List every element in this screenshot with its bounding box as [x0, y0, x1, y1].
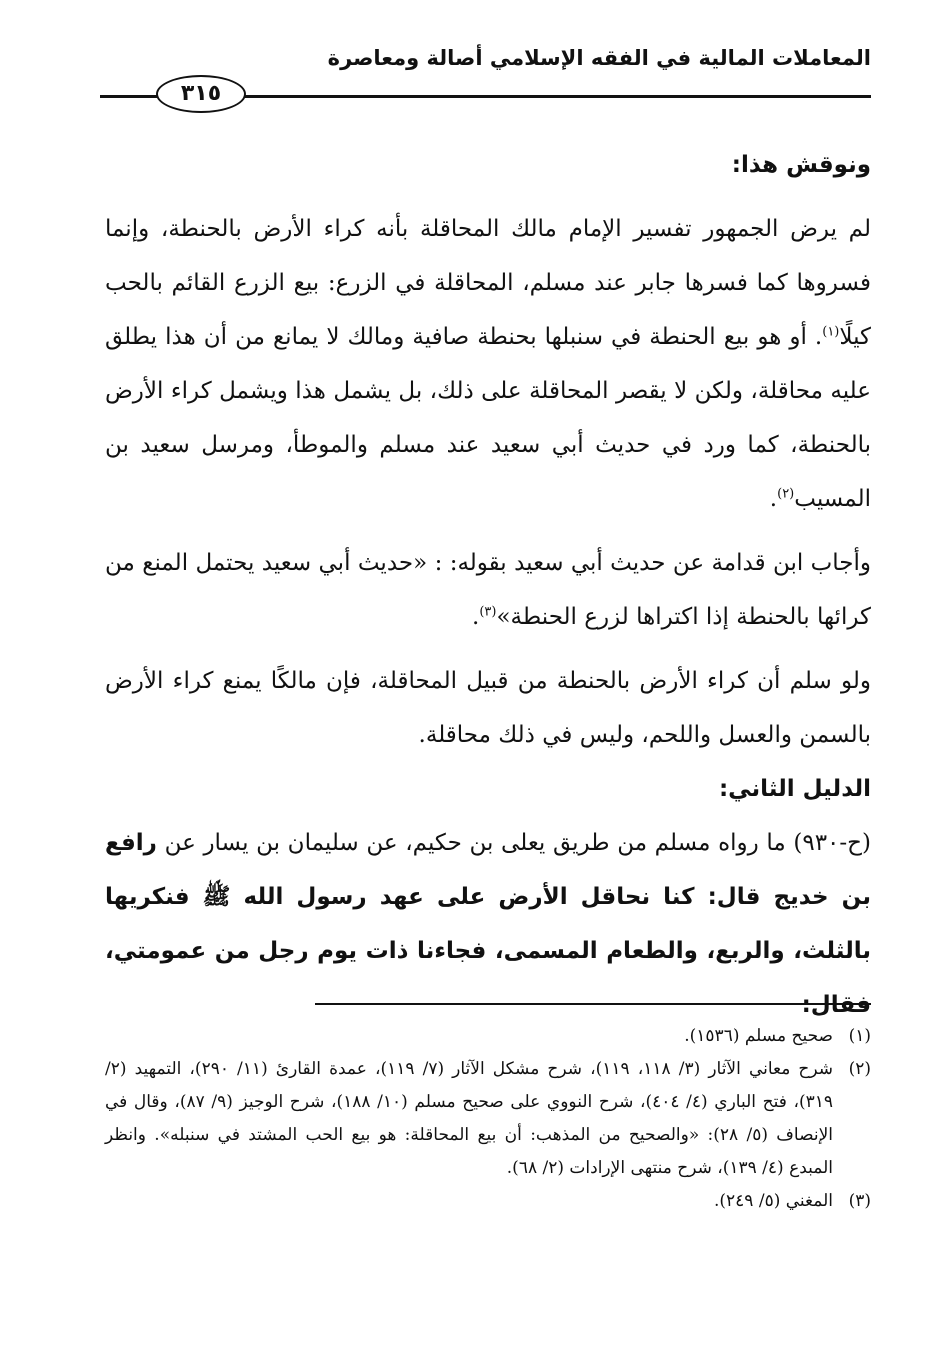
footnote-1	[105, 1020, 871, 1053]
footnote-rule	[315, 1003, 871, 1005]
paragraph-majority-view	[105, 202, 871, 526]
footnote-ref-1: (١)	[822, 324, 840, 340]
page-number: ٣١٥	[156, 75, 246, 113]
footnote-3	[105, 1185, 871, 1218]
paragraph-text: لم يرض الجمهور تفسير الإمام مالك المحاقلة بأنه كراء الأرض بالحنطة، وإنما فسروها كما فسرها جابر عند مسلم، المحاقلة في الزرع: بيع الزرع القائم بالحب كيلًا	[105, 216, 871, 350]
running-title: المعاملات المالية في الفقه الإسلامي أصالة ومعاصرة	[327, 46, 871, 70]
paragraph-concession: ولو سلم أن كراء الأرض بالحنطة من قبيل المحاقلة، فإن مالكًا يمنع كراء الأرض بالسمن والعسل واللحم، وليس في ذلك محاقلة.	[105, 668, 871, 748]
footnote-ref-2: (٢)	[777, 486, 795, 502]
hadith-text: رافع بن خديج قال: كنا نحاقل الأرض على عهد رسول الله ﷺ فنكريها بالثلث، والربع، والطعام المسمى، فجاءنا ذات يوم رجل من عمومتي، فقال:	[105, 830, 871, 1018]
discussion-heading: ونوقش هذا:	[731, 152, 871, 178]
footnote-2	[105, 1053, 871, 1185]
hadith-intro: (ح-٩٣٠) ما رواه مسلم من طريق يعلى بن حكيم، عن سليمان بن يسار عن	[164, 830, 871, 856]
paragraph-hadith	[105, 816, 871, 1032]
paragraph-text: وأجاب ابن قدامة عن حديث أبي سعيد بقوله: : «حديث أبي سعيد يحتمل المنع من كرائها بالحنطة إذا اكتراها لزرع الحنطة»	[105, 550, 871, 630]
footnote-number: (١)	[848, 1026, 871, 1046]
main-text	[105, 138, 871, 1032]
footnote-ref-3: (٣)	[479, 604, 497, 620]
paragraph-end: .	[472, 604, 480, 630]
paragraph-text: . أو هو بيع الحنطة في سنبلها بحنطة صافية ومالك لا يمانع من أن هذا يطلق عليه محاقلة، ولكن لا يقصر المحاقلة على ذلك، بل يشمل هذا ويشمل كراء الأرض بالحنطة، كما ورد في حديث أبي سعيد عند مسلم والموطأ، ومرسل سعيد بن المسيب	[105, 324, 871, 512]
footnote-text: صحيح مسلم (١٥٣٦).	[684, 1026, 833, 1046]
footnote-text: شرح معاني الآثار (٣/ ١١٨، ١١٩)، شرح مشكل الآثار (٧/ ١١٩)، عمدة القارئ (١١/ ٢٩٠)، التمهيد (٢/ ٣١٩)، فتح الباري (٤/ ٤٠٤)، شرح النووي على صحيح مسلم (١٠/ ١٨٨)، شرح الوجيز (٩/ ٨٧)، وقال في الإنصاف (٥/ ٢٨): «والصحيح من المذهب: أن بيع المحاقلة: هو بيع الحب المشتد في سنبله». وانظر المبدع (٤/ ١٣٩)، شرح منتهى الإرادات (٢/ ٦٨).	[105, 1059, 834, 1178]
footnotes	[105, 1020, 871, 1218]
footnote-number: (٣)	[848, 1191, 871, 1211]
footnote-number: (٢)	[848, 1059, 871, 1079]
footnote-text: المغني (٥/ ٢٤٩).	[713, 1191, 833, 1211]
second-evidence-heading: الدليل الثاني:	[718, 776, 871, 802]
paragraph-end: .	[769, 486, 778, 512]
paragraph-ibn-qudama	[105, 536, 871, 644]
